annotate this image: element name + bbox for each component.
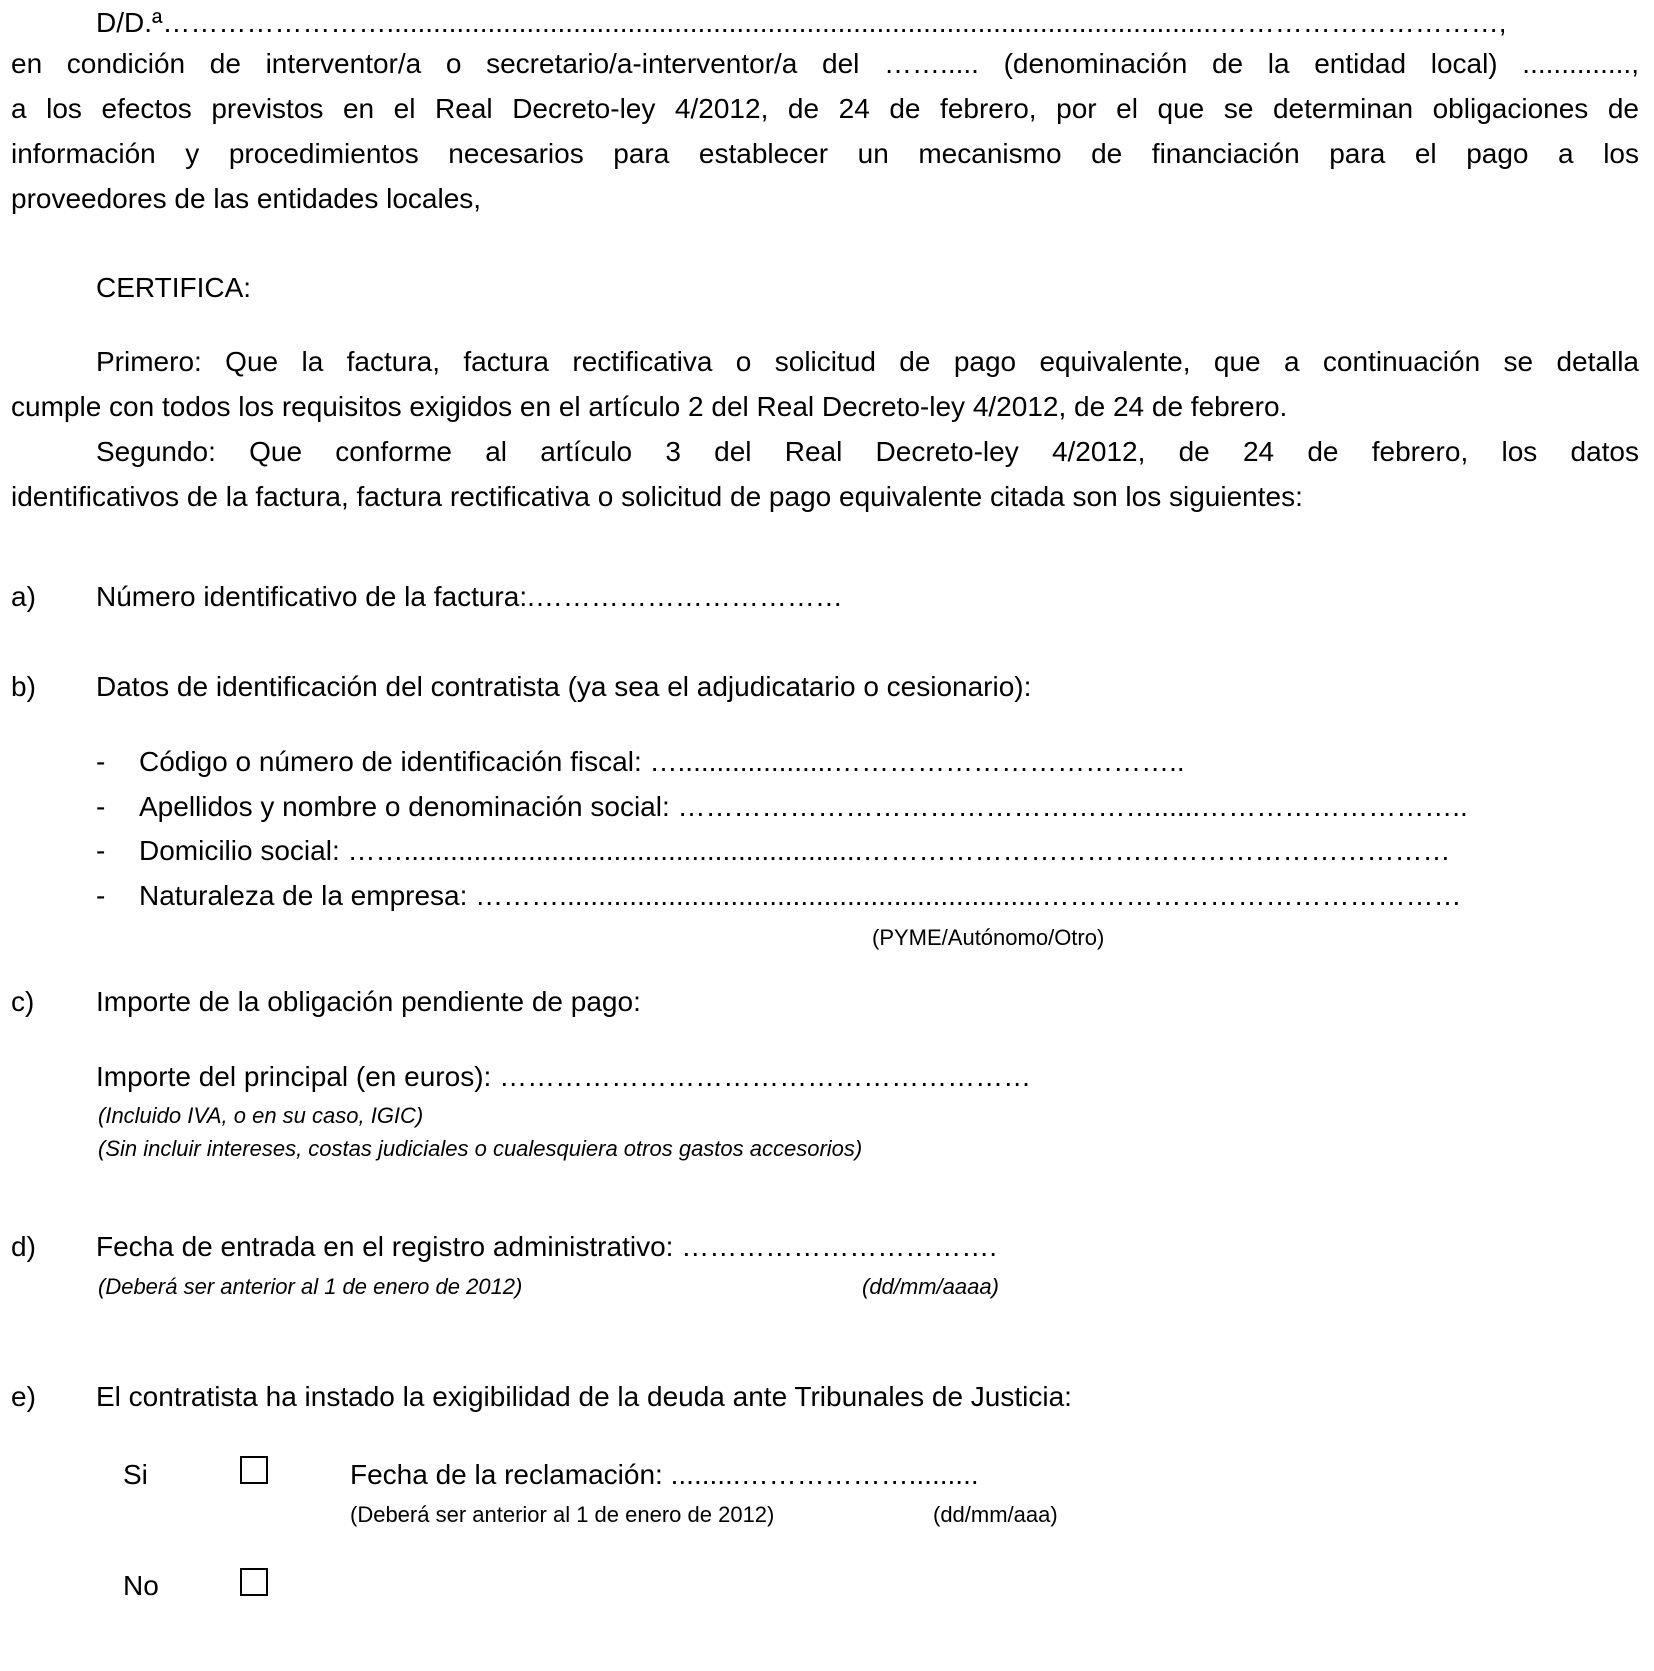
company-type-note: (PYME/Autónomo/Otro) (872, 925, 1105, 950)
item-a-letter: a) (11, 581, 36, 612)
claim-date-field: Fecha de la reclamación: .........………………......... (350, 1459, 979, 1490)
address-field: Domicilio social: ……...........................................................……………………………………………………… (139, 835, 1451, 866)
yes-label: Si (123, 1459, 148, 1490)
list-bullet: - (96, 835, 106, 866)
list-bullet: - (96, 880, 106, 911)
registry-date-format: (dd/mm/aaaa) (862, 1274, 999, 1299)
contractor-heading: Datos de identificación del contratista (ya sea el adjudicatario o cesionario): (96, 671, 1032, 702)
item-b-letter: b) (11, 671, 36, 702)
claim-date-format: (dd/mm/aaa) (933, 1502, 1058, 1527)
principal-amount-field: Importe del principal (en euros): ………………………………………………… (96, 1061, 1032, 1092)
tax-id-field: Código o número de identificación fiscal: …....................……………………………….. (139, 746, 1185, 777)
yes-checkbox[interactable] (240, 1456, 268, 1484)
segundo-line-1: Segundo: Que conforme al artículo 3 del Real Decreto-ley 4/2012, de 24 de febrero, los datos (96, 436, 1639, 467)
amount-heading: Importe de la obligación pendiente de pago: (96, 986, 641, 1017)
registry-date-field: Fecha de entrada en el registro administrativo: ……………………………. (96, 1231, 997, 1262)
no-checkbox[interactable] (240, 1568, 268, 1596)
intro-line-4: información y procedimientos necesarios para establecer un mecanismo de financiación para el pago a los (11, 138, 1639, 169)
claim-date-note: (Deberá ser anterior al 1 de enero de 2012) (350, 1502, 775, 1527)
court-claim-question: El contratista ha instado la exigibilidad de la deuda ante Tribunales de Justicia: (96, 1381, 1072, 1412)
invoice-number-field: Número identificativo de la factura:.…………………………… (96, 581, 843, 612)
intro-line-5: proveedores de las entidades locales, (11, 183, 482, 214)
company-type-field: Naturaleza de la empresa: ………..............................................................……………………………………… (139, 880, 1462, 911)
registry-date-note: (Deberá ser anterior al 1 de enero de 2012) (98, 1274, 523, 1299)
certifica-heading: CERTIFICA: (96, 272, 252, 303)
item-e-letter: e) (11, 1381, 36, 1412)
list-bullet: - (96, 746, 106, 777)
segundo-line-2: identificativos de la factura, factura rectificativa o solicitud de pago equivalente citada son los siguientes: (11, 481, 1303, 512)
vat-note: (Incluido IVA, o en su caso, IGIC) (98, 1103, 424, 1128)
item-c-letter: c) (11, 986, 35, 1017)
primero-line-2: cumple con todos los requisitos exigidos en el artículo 2 del Real Decreto-ley 4/2012, de 24 de febrero. (11, 391, 1288, 422)
declarant-line: D/D.ª……………………...........................................................................................................…………………………, (96, 7, 1507, 38)
intro-line-2: en condición de interventor/a o secretario/a-interventor/a del ……..... (denominación de la entidad local) .............., (11, 48, 1639, 79)
primero-line-1: Primero: Que la factura, factura rectificativa o solicitud de pago equivalente, que a continuación se detalla (96, 346, 1639, 377)
no-label: No (123, 1570, 159, 1601)
intro-line-3: a los efectos previstos en el Real Decreto-ley 4/2012, de 24 de febrero, por el que se determinan obligaciones de (11, 93, 1639, 124)
item-d-letter: d) (11, 1231, 36, 1262)
exclusions-note: (Sin incluir intereses, costas judiciales o cualesquiera otros gastos accesorios) (98, 1136, 863, 1161)
list-bullet: - (96, 791, 106, 822)
name-field: Apellidos y nombre o denominación social: ……………………………………………......……………………….. (139, 791, 1468, 822)
